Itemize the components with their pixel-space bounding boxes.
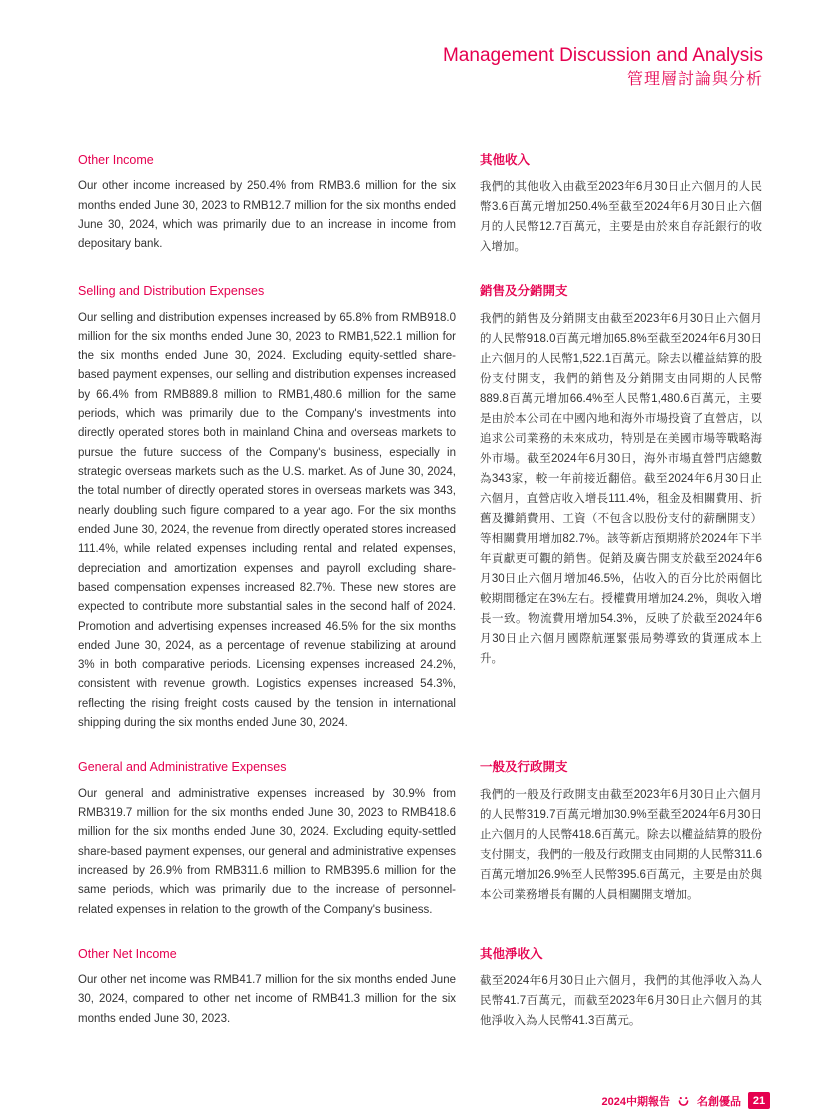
page-header <box>443 45 763 91</box>
footer-report-label: 2024中期報告 <box>601 1095 670 1108</box>
section-body-other-income-zh: 我們的其他收入由截至2023年6月30日止六個月的人民幣3.6百萬元增加250.4%至截至2024年6月30日止六個月的人民幣12.7百萬元，主要是由於來自存託銀行的收入增加。 <box>480 181 762 254</box>
section-heading-other-net-income-zh: 其他淨收入 <box>480 946 543 961</box>
page-title-zh: 管理層討論與分析 <box>626 70 763 88</box>
section-body-general-admin-en: Our general and administrative expenses increased by 30.9% from RMB319.7 million for the six months ended June 30, 2023 to RMB418.6 million for the six months ended June 30, 2024. Excluding equity-settled share-based payment expenses, our general and administrative expenses increased by 26.9% from RMB311.6 million to RMB395.6 million for the same periods, which was primarily due to the increase of personnel-related expenses in relation to the growth of the Company's business. <box>78 787 456 916</box>
section-body-selling-distribution-en: Our selling and distribution expenses increased by 65.8% from RMB918.0 million for the six months ended June 30, 2023 to RMB1,522.1 million for the six months ended June 30, 2024. Excluding equity-settled share-based payment expenses, our selling and distribution expenses increased by 66.4% from RMB889.8 million to RMB1,480.6 million for the same periods, which was primarily due to the Company's investments into directly operated stores both in mainland China and overseas markets to pursue the future success of the Company's business, especially in strategic overseas markets such as the U.S. market. As of June 30, 2024, the total number of directly operated stores in overseas markets was 343, nearly doubling such figure compared to a year ago. For the six months ended June 30, 2024, the revenue from directly operated stores increased 111.4%, while related expenses including rental and related expenses, depreciation and amortization expenses and payroll excluding share-based compensation expenses increased 82.7%. These new stores are expected to contribute more substantial sales in the second half of 2024. Promotion and advertising expenses increased 46.5% for the six months ended June 30, 2024, as a percentage of revenue stabilizing at around 3% in both comparative periods. Licensing expenses increased 24.2%, consistent with revenue growth. Logistics expenses increased 54.3%, reflecting the rising freight costs caused by the tension in international shipping during the six months ended June 30, 2024. <box>78 311 456 730</box>
page-footer <box>602 1092 770 1109</box>
section-body-other-net-income-zh: 截至2024年6月30日止六個月，我們的其他淨收入為人民幣41.7百萬元，而截至2023年6月30日止六個月的其他淨收入為人民幣41.3百萬元。 <box>480 975 762 1028</box>
section-heading-other-income-zh: 其他收入 <box>480 153 531 167</box>
content-columns <box>78 152 762 1057</box>
section-other-income-zh <box>480 152 762 283</box>
section-heading-selling-distribution-en: Selling and Distribution Expenses <box>78 284 265 299</box>
footer-brand-label: 名創優品 <box>697 1095 741 1108</box>
section-body-selling-distribution-zh: 我們的銷售及分銷開支由截至2023年6月30日止六個月的人民幣918.0百萬元增加65.8%至截至2024年6月30日止六個月的人民幣1,522.1百萬元。除去以權益結算的股份支付開支，我們的銷售及分銷開支由同期的人民幣889.8百萬元增加66.4%至人民幣1,480.6百萬元，主要是由於本公司在中國內地和海外市場投資了直營店，以追求公司業務的未來成功，特別是在美國市場等戰略海外市場。截至2024年6月30日，海外市場直營門店總數為343家，較一年前接近翻倍。截至2024年6月30日止六個月，直營店收入增長111.4%，租金及相關費用、折舊及攤銷費用、工資（不包含以股份支付的薪酬開支）等相關費用增加82.7%。該等新店預期將於2024年下半年貢獻更可觀的銷售。促銷及廣告開支於截至2024年6月30日止六個月增加46.5%，佔收入的百分比於兩個比較期間穩定在3%左右。授權費用增加24.2%，與收入增長一致。物流費用增加54.3%，反映了於截至2024年6月30日止六個月國際航運緊張局勢導致的貨運成本上升。 <box>480 312 762 665</box>
section-heading-general-admin-en: General and Administrative Expenses <box>78 760 287 775</box>
section-body-other-net-income-en: Our other net income was RMB41.7 million for the six months ended June 30, 2024, compared to other net income of RMB41.3 million for the six months ended June 30, 2023. <box>78 974 456 1025</box>
miniso-smile-icon <box>677 1094 690 1107</box>
section-general-admin-en <box>78 759 456 945</box>
section-other-income-en <box>78 152 456 281</box>
page-title-en: Management Discussion and Analysis <box>442 45 763 66</box>
section-heading-general-admin-zh: 一般及行政開支 <box>480 760 568 775</box>
section-heading-other-income-en: Other Income <box>78 153 154 167</box>
page-number-badge: 21 <box>748 1092 770 1109</box>
section-selling-distribution-en <box>78 283 456 759</box>
section-body-general-admin-zh: 我們的一般及行政開支由截至2023年6月30日止六個月的人民幣319.7百萬元增加30.9%至截至2024年6月30日止六個月的人民幣418.6百萬元。除去以權益結算的股份支付開支，我們的一般及行政開支由同期的人民幣311.6百萬元增加26.9%至人民幣395.6百萬元，主要是由於與本公司業務增長有關的人員相關開支增加。 <box>480 788 762 901</box>
section-other-net-income-zh <box>480 946 762 1057</box>
section-selling-distribution-zh <box>480 283 762 694</box>
section-heading-other-net-income-en: Other Net Income <box>78 946 177 961</box>
section-heading-selling-distribution-zh: 銷售及分銷開支 <box>480 284 568 299</box>
section-other-net-income-en <box>78 946 456 1055</box>
section-body-other-income-en: Our other income increased by 250.4% from RMB3.6 million for the six months ended June 30, 2023 to RMB12.7 million for the six months ended June 30, 2024, which was primarily due to an increase in income from depositary bank. <box>78 180 456 251</box>
section-general-admin-zh <box>480 759 762 930</box>
